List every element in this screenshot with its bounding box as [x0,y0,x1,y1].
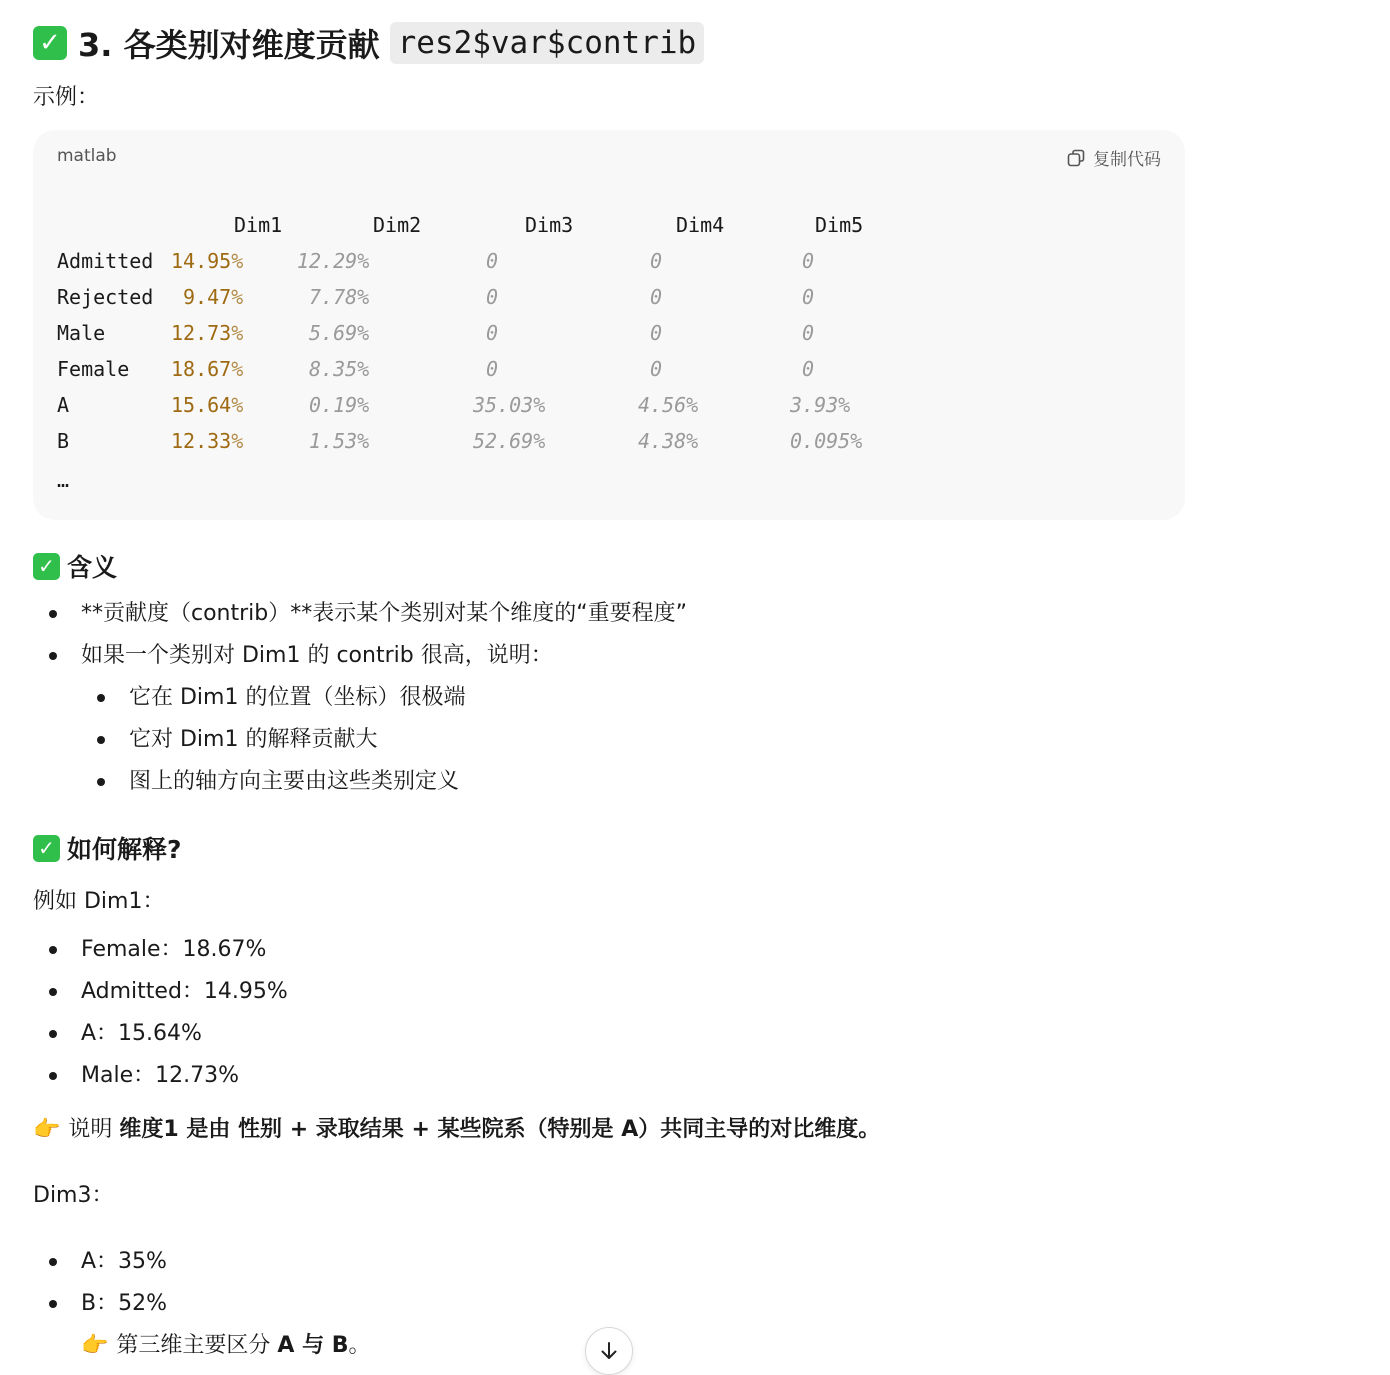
meaning-title: 含义 [67,553,118,582]
copy-code-label: 复制代码 [1093,150,1161,170]
cell-dim1: 18.67% [171,357,244,381]
cell-dim4: 0 [650,285,663,309]
dim3-note-bold: A 与 B [277,1333,349,1358]
cell-dim1: 15.64% [171,393,244,417]
copy-icon [1067,149,1085,167]
list-item [81,1289,167,1319]
cell-dim5: 0 [802,321,815,345]
row-label: B [57,429,70,453]
row-label: A [57,393,70,417]
list-item-text: 它在 Dim1 的位置（坐标）很极端 [129,685,466,710]
list-item [81,935,266,965]
list-item [81,599,687,629]
check-mark-icon: ✓ [33,553,60,580]
bullet-dot [49,1030,57,1038]
bullet-dot [97,778,105,786]
dim1-intro: 例如 Dim1： [33,889,165,914]
cell-dim4: 0 [650,321,663,345]
list-item-text: Male：12.73% [81,1063,239,1088]
list-item-text: Admitted：14.95% [81,979,288,1004]
row-label: Female [57,357,130,381]
col-header-dim1: Dim1 [234,213,283,237]
list-item-text: A：35% [81,1249,167,1274]
section-title: 3. 各类别对维度贡献 [78,26,380,64]
bullet-dot [49,1258,57,1266]
bullet-dot [49,652,57,660]
list-item-text: 图上的轴方向主要由这些类别定义 [129,769,460,794]
cell-dim3: 0 [486,357,499,381]
arrow-down-icon [598,1340,620,1362]
bullet-dot [49,946,57,954]
bullet-dot [49,988,57,996]
cell-dim3: 0 [486,249,499,273]
cell-dim5: 3.93% [790,393,851,417]
cell-dim2: 5.69% [309,321,370,345]
code-ellipsis: … [57,468,70,492]
cell-dim2: 12.29% [297,249,370,273]
cell-dim4: 4.56% [638,393,699,417]
row-label: Admitted [57,249,154,273]
bullet-dot [49,1300,57,1308]
pointing-hand-icon: 👉 [81,1333,109,1358]
cell-dim1: 14.95% [171,249,244,273]
cell-dim1: 12.33% [171,429,244,453]
cell-dim5: 0 [802,285,815,309]
cell-dim5: 0 [802,249,815,273]
cell-dim4: 0 [650,357,663,381]
sub-list-item [129,767,459,797]
sub-list-item [129,725,377,755]
bullet-dot [49,610,57,618]
cell-dim3: 35.03% [473,393,546,417]
list-item-text: Female：18.67% [81,937,267,962]
meaning-heading [33,550,117,582]
row-label: Rejected [57,285,154,309]
cell-dim4: 4.38% [638,429,699,453]
bullet-dot [97,736,105,744]
list-item-text: A：15.64% [81,1021,202,1046]
bullet-dot [97,694,105,702]
dim1-note-prefix: 说明 [68,1117,113,1142]
interpret-title: 如何解释? [67,835,182,864]
inline-code: res2$var$contrib [390,22,705,64]
pointing-hand-icon: 👉 [33,1117,61,1142]
list-item [81,1019,202,1049]
cell-dim2: 8.35% [309,357,370,381]
col-header-dim4: Dim4 [676,213,725,237]
list-item-text: **贡献度（contrib）**表示某个类别对某个维度的“重要程度” [81,601,688,626]
list-item-text: 它对 Dim1 的解释贡献大 [129,727,378,752]
cell-dim4: 0 [650,249,663,273]
list-item [81,1247,167,1277]
cell-dim2: 0.19% [309,393,370,417]
col-header-dim2: Dim2 [373,213,422,237]
dim3-note-suffix: 。 [348,1333,371,1358]
cell-dim3: 0 [486,321,499,345]
col-header-dim3: Dim3 [525,213,574,237]
code-language: matlab [57,146,117,166]
check-mark-icon: ✓ [33,26,67,60]
copy-code-button[interactable] [1067,145,1161,170]
col-header-dim5: Dim5 [815,213,864,237]
cell-dim2: 1.53% [309,429,370,453]
scroll-to-bottom-button[interactable] [585,1327,633,1375]
cell-dim5: 0 [802,357,815,381]
dim3-note-prefix: 第三维主要区分 [116,1333,271,1358]
cell-dim1: 12.73% [171,321,244,345]
cell-dim3: 0 [486,285,499,309]
bullet-dot [49,1072,57,1080]
list-item [81,641,553,671]
dim1-note [33,1115,880,1145]
dim3-intro: Dim3： [33,1183,114,1208]
cell-dim1: 9.47% [183,285,244,309]
section-heading [33,18,704,68]
list-item-text: B：52% [81,1291,167,1316]
code-block [33,130,1185,520]
sub-list-item [129,683,465,713]
check-mark-icon: ✓ [33,835,60,862]
dim3-note [81,1331,371,1361]
example-label: 示例： [33,85,100,110]
list-item [81,1061,239,1091]
dim1-note-bold: 维度1 是由 性别 + 录取结果 + 某些院系（特别是 A）共同主导的对比维度。 [119,1117,881,1142]
list-item [81,977,288,1007]
row-label: Male [57,321,106,345]
cell-dim5: 0.095% [790,429,863,453]
cell-dim3: 52.69% [473,429,546,453]
list-item-text: 如果一个类别对 Dim1 的 contrib 很高，说明： [81,643,553,668]
cell-dim2: 7.78% [309,285,370,309]
interpret-heading [33,832,182,864]
